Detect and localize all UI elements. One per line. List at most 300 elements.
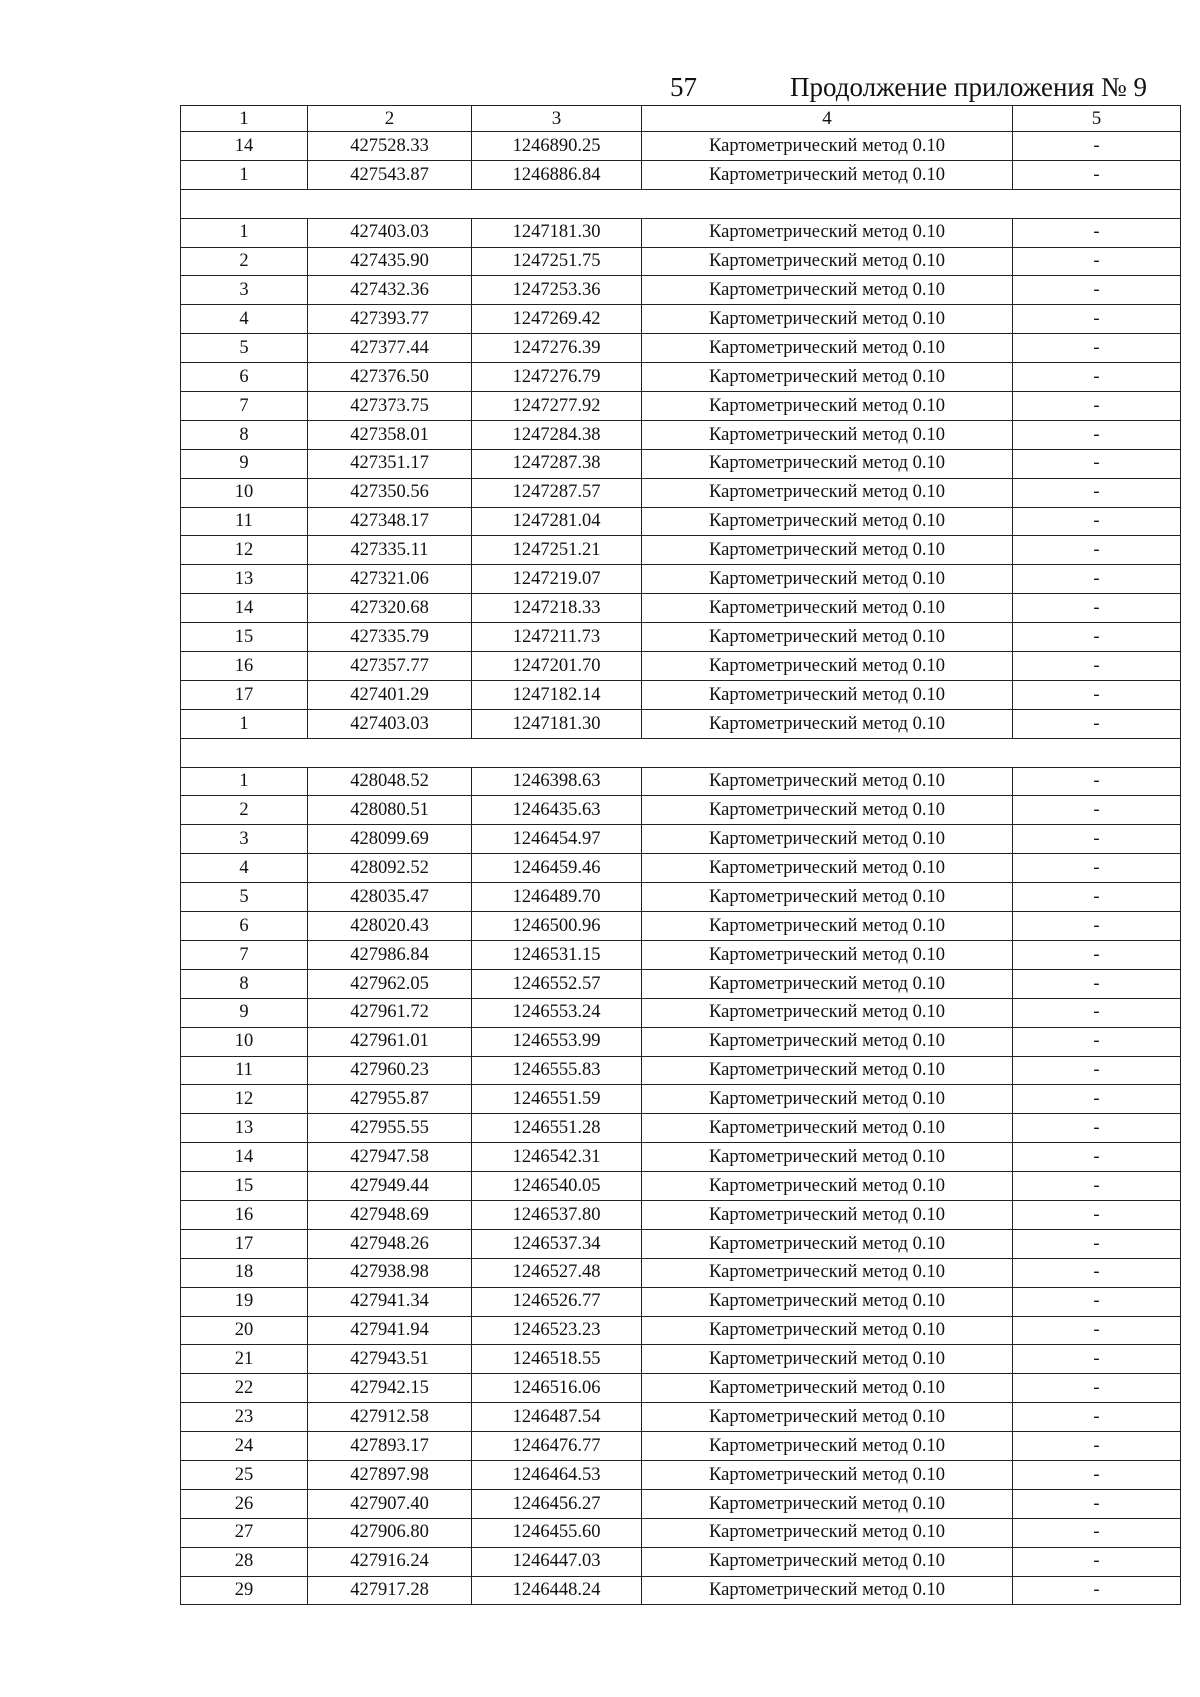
coordinate-y-cell: 1246890.25 — [472, 132, 642, 161]
coordinate-x-cell: 427912.58 — [308, 1403, 472, 1432]
coordinate-y-cell: 1246527.48 — [472, 1258, 642, 1287]
coordinate-y-cell: 1246523.23 — [472, 1316, 642, 1345]
coordinate-x-cell: 427432.36 — [308, 276, 472, 305]
coordinate-x-cell: 427350.56 — [308, 478, 472, 507]
point-number-cell: 1 — [181, 160, 308, 189]
coordinate-x-cell: 427955.55 — [308, 1114, 472, 1143]
coordinate-x-cell: 427962.05 — [308, 969, 472, 998]
coordinate-y-cell: 1246489.70 — [472, 883, 642, 912]
coordinate-y-cell: 1247218.33 — [472, 594, 642, 623]
coordinate-y-cell: 1246398.63 — [472, 767, 642, 796]
coordinate-x-cell: 427948.26 — [308, 1229, 472, 1258]
table-row — [181, 940, 1181, 969]
table-row — [181, 1345, 1181, 1374]
point-number-cell: 25 — [181, 1460, 308, 1489]
point-number-cell: 27 — [181, 1518, 308, 1547]
note-cell: - — [1013, 1229, 1181, 1258]
note-cell: - — [1013, 1172, 1181, 1201]
coordinate-y-cell: 1247287.38 — [472, 449, 642, 478]
note-cell: - — [1013, 478, 1181, 507]
method-cell: Картометрический метод 0.10 — [642, 912, 1013, 941]
coordinate-y-cell: 1246551.28 — [472, 1114, 642, 1143]
point-number-cell: 9 — [181, 449, 308, 478]
method-cell: Картометрический метод 0.10 — [642, 160, 1013, 189]
point-number-cell: 6 — [181, 363, 308, 392]
note-cell: - — [1013, 594, 1181, 623]
note-cell: - — [1013, 1258, 1181, 1287]
method-cell: Картометрический метод 0.10 — [642, 854, 1013, 883]
note-cell: - — [1013, 1518, 1181, 1547]
point-number-cell: 7 — [181, 392, 308, 421]
point-number-cell: 23 — [181, 1403, 308, 1432]
table-row — [181, 565, 1181, 594]
coordinate-x-cell: 427906.80 — [308, 1518, 472, 1547]
coordinates-table — [180, 105, 1181, 1605]
note-cell: - — [1013, 1547, 1181, 1576]
coordinate-x-cell: 427893.17 — [308, 1432, 472, 1461]
point-number-cell: 8 — [181, 969, 308, 998]
table-row — [181, 680, 1181, 709]
coordinate-y-cell: 1246555.83 — [472, 1056, 642, 1085]
coordinate-x-cell: 427335.11 — [308, 536, 472, 565]
coordinate-x-cell: 428080.51 — [308, 796, 472, 825]
table-row — [181, 969, 1181, 998]
coordinate-y-cell: 1247251.21 — [472, 536, 642, 565]
coordinate-x-cell: 427377.44 — [308, 334, 472, 363]
point-number-cell: 12 — [181, 536, 308, 565]
coordinate-x-cell: 428020.43 — [308, 912, 472, 941]
note-cell: - — [1013, 709, 1181, 738]
note-cell: - — [1013, 305, 1181, 334]
method-cell: Картометрический метод 0.10 — [642, 998, 1013, 1027]
point-number-cell: 2 — [181, 247, 308, 276]
method-cell: Картометрический метод 0.10 — [642, 767, 1013, 796]
table-row — [181, 1489, 1181, 1518]
coordinate-y-cell: 1246435.63 — [472, 796, 642, 825]
table-row — [181, 1316, 1181, 1345]
coordinate-x-cell: 427357.77 — [308, 652, 472, 681]
coordinate-x-cell: 428048.52 — [308, 767, 472, 796]
method-cell: Картометрический метод 0.10 — [642, 1489, 1013, 1518]
coordinate-y-cell: 1247277.92 — [472, 392, 642, 421]
point-number-cell: 13 — [181, 565, 308, 594]
note-cell: - — [1013, 392, 1181, 421]
table-row — [181, 854, 1181, 883]
coordinate-y-cell: 1247269.42 — [472, 305, 642, 334]
table-row — [181, 1518, 1181, 1547]
point-number-cell: 14 — [181, 1143, 308, 1172]
table-row — [181, 392, 1181, 421]
note-cell: - — [1013, 883, 1181, 912]
coordinate-y-cell: 1247219.07 — [472, 565, 642, 594]
coordinate-y-cell: 1246542.31 — [472, 1143, 642, 1172]
method-cell: Картометрический метод 0.10 — [642, 218, 1013, 247]
note-cell: - — [1013, 507, 1181, 536]
note-cell: - — [1013, 247, 1181, 276]
coordinate-y-cell: 1247281.04 — [472, 507, 642, 536]
point-number-cell: 1 — [181, 767, 308, 796]
method-cell: Картометрический метод 0.10 — [642, 940, 1013, 969]
method-cell: Картометрический метод 0.10 — [642, 1258, 1013, 1287]
coordinate-y-cell: 1247181.30 — [472, 218, 642, 247]
coordinate-y-cell: 1246476.77 — [472, 1432, 642, 1461]
note-cell: - — [1013, 1056, 1181, 1085]
note-cell: - — [1013, 565, 1181, 594]
note-cell: - — [1013, 1085, 1181, 1114]
coordinate-x-cell: 428092.52 — [308, 854, 472, 883]
coordinate-x-cell: 427348.17 — [308, 507, 472, 536]
coordinate-y-cell: 1246455.60 — [472, 1518, 642, 1547]
coordinate-y-cell: 1246531.15 — [472, 940, 642, 969]
coordinate-y-cell: 1246537.34 — [472, 1229, 642, 1258]
column-header: 1 — [181, 106, 308, 132]
coordinate-x-cell: 427955.87 — [308, 1085, 472, 1114]
method-cell: Картометрический метод 0.10 — [642, 1316, 1013, 1345]
point-number-cell: 20 — [181, 1316, 308, 1345]
coordinate-x-cell: 427943.51 — [308, 1345, 472, 1374]
method-cell: Картометрический метод 0.10 — [642, 594, 1013, 623]
method-cell: Картометрический метод 0.10 — [642, 1229, 1013, 1258]
table-row — [181, 536, 1181, 565]
method-cell: Картометрический метод 0.10 — [642, 1114, 1013, 1143]
note-cell: - — [1013, 969, 1181, 998]
point-number-cell: 10 — [181, 1027, 308, 1056]
method-cell: Картометрический метод 0.10 — [642, 1200, 1013, 1229]
table-row — [181, 132, 1181, 161]
table-row — [181, 1085, 1181, 1114]
section-separator-row — [181, 738, 1181, 767]
note-cell: - — [1013, 1316, 1181, 1345]
note-cell: - — [1013, 825, 1181, 854]
note-cell: - — [1013, 767, 1181, 796]
coordinate-y-cell: 1247253.36 — [472, 276, 642, 305]
coordinate-x-cell: 428035.47 — [308, 883, 472, 912]
point-number-cell: 12 — [181, 1085, 308, 1114]
coordinate-x-cell: 427335.79 — [308, 623, 472, 652]
coordinate-x-cell: 427949.44 — [308, 1172, 472, 1201]
note-cell: - — [1013, 1114, 1181, 1143]
coordinate-y-cell: 1247251.75 — [472, 247, 642, 276]
coordinate-x-cell: 427358.01 — [308, 420, 472, 449]
point-number-cell: 24 — [181, 1432, 308, 1461]
table-body — [181, 132, 1181, 1605]
page-number: 57 — [670, 72, 697, 102]
point-number-cell: 4 — [181, 854, 308, 883]
coordinate-y-cell: 1247182.14 — [472, 680, 642, 709]
table-row — [181, 1056, 1181, 1085]
coordinate-y-cell: 1247276.79 — [472, 363, 642, 392]
note-cell: - — [1013, 276, 1181, 305]
point-number-cell: 3 — [181, 276, 308, 305]
coordinate-x-cell: 427321.06 — [308, 565, 472, 594]
point-number-cell: 13 — [181, 1114, 308, 1143]
coordinate-y-cell: 1246551.59 — [472, 1085, 642, 1114]
note-cell: - — [1013, 652, 1181, 681]
coordinate-y-cell: 1246537.80 — [472, 1200, 642, 1229]
table-row — [181, 796, 1181, 825]
table-row — [181, 1576, 1181, 1605]
column-header: 4 — [642, 106, 1013, 132]
table-row — [181, 998, 1181, 1027]
table-row — [181, 363, 1181, 392]
point-number-cell: 11 — [181, 507, 308, 536]
note-cell: - — [1013, 998, 1181, 1027]
coordinate-y-cell: 1246456.27 — [472, 1489, 642, 1518]
note-cell: - — [1013, 680, 1181, 709]
table-row — [181, 1200, 1181, 1229]
point-number-cell: 17 — [181, 680, 308, 709]
table-row — [181, 478, 1181, 507]
table-row — [181, 1027, 1181, 1056]
note-cell: - — [1013, 1576, 1181, 1605]
point-number-cell: 22 — [181, 1374, 308, 1403]
method-cell: Картометрический метод 0.10 — [642, 680, 1013, 709]
method-cell: Картометрический метод 0.10 — [642, 1403, 1013, 1432]
table-row — [181, 623, 1181, 652]
table-row — [181, 449, 1181, 478]
separator-cell — [181, 738, 1181, 767]
coordinate-x-cell: 427528.33 — [308, 132, 472, 161]
coordinate-y-cell: 1246459.46 — [472, 854, 642, 883]
separator-cell — [181, 189, 1181, 218]
coordinate-x-cell: 427320.68 — [308, 594, 472, 623]
point-number-cell: 18 — [181, 1258, 308, 1287]
note-cell: - — [1013, 1489, 1181, 1518]
coordinate-x-cell: 427403.03 — [308, 218, 472, 247]
point-number-cell: 28 — [181, 1547, 308, 1576]
table-row — [181, 652, 1181, 681]
point-number-cell: 6 — [181, 912, 308, 941]
note-cell: - — [1013, 1200, 1181, 1229]
point-number-cell: 2 — [181, 796, 308, 825]
point-number-cell: 8 — [181, 420, 308, 449]
coordinate-x-cell: 427543.87 — [308, 160, 472, 189]
coordinate-y-cell: 1246447.03 — [472, 1547, 642, 1576]
method-cell: Картометрический метод 0.10 — [642, 1345, 1013, 1374]
point-number-cell: 17 — [181, 1229, 308, 1258]
coordinate-x-cell: 427351.17 — [308, 449, 472, 478]
method-cell: Картометрический метод 0.10 — [642, 565, 1013, 594]
table-row — [181, 1114, 1181, 1143]
coordinate-x-cell: 427373.75 — [308, 392, 472, 421]
method-cell: Картометрический метод 0.10 — [642, 1460, 1013, 1489]
coordinate-x-cell: 427393.77 — [308, 305, 472, 334]
table-row — [181, 1432, 1181, 1461]
method-cell: Картометрический метод 0.10 — [642, 132, 1013, 161]
coordinate-x-cell: 427917.28 — [308, 1576, 472, 1605]
method-cell: Картометрический метод 0.10 — [642, 825, 1013, 854]
coordinate-x-cell: 427941.94 — [308, 1316, 472, 1345]
point-number-cell: 5 — [181, 883, 308, 912]
point-number-cell: 26 — [181, 1489, 308, 1518]
coordinate-y-cell: 1247201.70 — [472, 652, 642, 681]
coordinate-x-cell: 427401.29 — [308, 680, 472, 709]
table-row — [181, 1229, 1181, 1258]
note-cell: - — [1013, 1432, 1181, 1461]
coordinate-x-cell: 427938.98 — [308, 1258, 472, 1287]
table-row — [181, 912, 1181, 941]
method-cell: Картометрический метод 0.10 — [642, 1432, 1013, 1461]
note-cell: - — [1013, 1345, 1181, 1374]
method-cell: Картометрический метод 0.10 — [642, 276, 1013, 305]
method-cell: Картометрический метод 0.10 — [642, 709, 1013, 738]
coordinate-x-cell: 427948.69 — [308, 1200, 472, 1229]
method-cell: Картометрический метод 0.10 — [642, 1547, 1013, 1576]
point-number-cell: 19 — [181, 1287, 308, 1316]
point-number-cell: 9 — [181, 998, 308, 1027]
table-row — [181, 507, 1181, 536]
method-cell: Картометрический метод 0.10 — [642, 478, 1013, 507]
method-cell: Картометрический метод 0.10 — [642, 363, 1013, 392]
coordinate-x-cell: 427435.90 — [308, 247, 472, 276]
section-separator-row — [181, 189, 1181, 218]
method-cell: Картометрический метод 0.10 — [642, 449, 1013, 478]
table-row — [181, 1172, 1181, 1201]
table-row — [181, 1403, 1181, 1432]
table-header-row — [181, 106, 1181, 132]
note-cell: - — [1013, 420, 1181, 449]
table-row — [181, 825, 1181, 854]
table-row — [181, 1143, 1181, 1172]
note-cell: - — [1013, 912, 1181, 941]
method-cell: Картометрический метод 0.10 — [642, 969, 1013, 998]
note-cell: - — [1013, 623, 1181, 652]
point-number-cell: 5 — [181, 334, 308, 363]
note-cell: - — [1013, 940, 1181, 969]
method-cell: Картометрический метод 0.10 — [642, 883, 1013, 912]
method-cell: Картометрический метод 0.10 — [642, 1027, 1013, 1056]
note-cell: - — [1013, 1403, 1181, 1432]
coordinate-x-cell: 427403.03 — [308, 709, 472, 738]
method-cell: Картометрический метод 0.10 — [642, 507, 1013, 536]
column-header: 3 — [472, 106, 642, 132]
coordinate-y-cell: 1246464.53 — [472, 1460, 642, 1489]
method-cell: Картометрический метод 0.10 — [642, 1374, 1013, 1403]
note-cell: - — [1013, 334, 1181, 363]
note-cell: - — [1013, 1460, 1181, 1489]
table-row — [181, 594, 1181, 623]
table-row — [181, 709, 1181, 738]
method-cell: Картометрический метод 0.10 — [642, 247, 1013, 276]
coordinate-x-cell: 427947.58 — [308, 1143, 472, 1172]
coordinate-x-cell: 427960.23 — [308, 1056, 472, 1085]
point-number-cell: 29 — [181, 1576, 308, 1605]
point-number-cell: 1 — [181, 709, 308, 738]
method-cell: Картометрический метод 0.10 — [642, 536, 1013, 565]
note-cell: - — [1013, 132, 1181, 161]
point-number-cell: 7 — [181, 940, 308, 969]
table-row — [181, 1547, 1181, 1576]
coordinate-x-cell: 427986.84 — [308, 940, 472, 969]
method-cell: Картометрический метод 0.10 — [642, 1172, 1013, 1201]
point-number-cell: 11 — [181, 1056, 308, 1085]
appendix-continuation-title: Продолжение приложения № 9 — [790, 72, 1148, 102]
table-row — [181, 1460, 1181, 1489]
point-number-cell: 4 — [181, 305, 308, 334]
coordinate-y-cell: 1247284.38 — [472, 420, 642, 449]
note-cell: - — [1013, 1287, 1181, 1316]
note-cell: - — [1013, 160, 1181, 189]
method-cell: Картометрический метод 0.10 — [642, 334, 1013, 363]
coordinate-x-cell: 427941.34 — [308, 1287, 472, 1316]
method-cell: Картометрический метод 0.10 — [642, 420, 1013, 449]
table-row — [181, 305, 1181, 334]
method-cell: Картометрический метод 0.10 — [642, 1085, 1013, 1114]
coordinate-y-cell: 1247276.39 — [472, 334, 642, 363]
point-number-cell: 1 — [181, 218, 308, 247]
method-cell: Картометрический метод 0.10 — [642, 305, 1013, 334]
point-number-cell: 10 — [181, 478, 308, 507]
coordinate-y-cell: 1246454.97 — [472, 825, 642, 854]
table-row — [181, 1287, 1181, 1316]
coordinate-x-cell: 427916.24 — [308, 1547, 472, 1576]
coordinate-x-cell: 427961.72 — [308, 998, 472, 1027]
method-cell: Картометрический метод 0.10 — [642, 392, 1013, 421]
coordinate-y-cell: 1246552.57 — [472, 969, 642, 998]
coordinate-x-cell: 427897.98 — [308, 1460, 472, 1489]
table-row — [181, 420, 1181, 449]
coordinate-y-cell: 1247211.73 — [472, 623, 642, 652]
coordinate-y-cell: 1246487.54 — [472, 1403, 642, 1432]
table-row — [181, 218, 1181, 247]
coordinate-y-cell: 1246540.05 — [472, 1172, 642, 1201]
coordinate-y-cell: 1246526.77 — [472, 1287, 642, 1316]
coordinate-x-cell: 427376.50 — [308, 363, 472, 392]
coordinate-y-cell: 1246518.55 — [472, 1345, 642, 1374]
method-cell: Картометрический метод 0.10 — [642, 652, 1013, 681]
column-header: 2 — [308, 106, 472, 132]
note-cell: - — [1013, 536, 1181, 565]
method-cell: Картометрический метод 0.10 — [642, 623, 1013, 652]
coordinate-x-cell: 427907.40 — [308, 1489, 472, 1518]
coordinate-y-cell: 1246448.24 — [472, 1576, 642, 1605]
coordinate-x-cell: 428099.69 — [308, 825, 472, 854]
note-cell: - — [1013, 1143, 1181, 1172]
note-cell: - — [1013, 1374, 1181, 1403]
coordinate-x-cell: 427942.15 — [308, 1374, 472, 1403]
point-number-cell: 3 — [181, 825, 308, 854]
table-row — [181, 276, 1181, 305]
method-cell: Картометрический метод 0.10 — [642, 1143, 1013, 1172]
method-cell: Картометрический метод 0.10 — [642, 1576, 1013, 1605]
coordinate-y-cell: 1246500.96 — [472, 912, 642, 941]
column-header: 5 — [1013, 106, 1181, 132]
coordinate-y-cell: 1247181.30 — [472, 709, 642, 738]
point-number-cell: 14 — [181, 132, 308, 161]
coordinate-y-cell: 1247287.57 — [472, 478, 642, 507]
method-cell: Картометрический метод 0.10 — [642, 1056, 1013, 1085]
method-cell: Картометрический метод 0.10 — [642, 796, 1013, 825]
coordinate-x-cell: 427961.01 — [308, 1027, 472, 1056]
note-cell: - — [1013, 854, 1181, 883]
coordinate-y-cell: 1246886.84 — [472, 160, 642, 189]
coordinate-y-cell: 1246553.99 — [472, 1027, 642, 1056]
table-row — [181, 334, 1181, 363]
point-number-cell: 16 — [181, 1200, 308, 1229]
method-cell: Картометрический метод 0.10 — [642, 1287, 1013, 1316]
point-number-cell: 16 — [181, 652, 308, 681]
note-cell: - — [1013, 218, 1181, 247]
note-cell: - — [1013, 363, 1181, 392]
point-number-cell: 15 — [181, 1172, 308, 1201]
table-row — [181, 160, 1181, 189]
table-row — [181, 1258, 1181, 1287]
table-row — [181, 883, 1181, 912]
point-number-cell: 21 — [181, 1345, 308, 1374]
point-number-cell: 14 — [181, 594, 308, 623]
table-row — [181, 1374, 1181, 1403]
table-row — [181, 767, 1181, 796]
